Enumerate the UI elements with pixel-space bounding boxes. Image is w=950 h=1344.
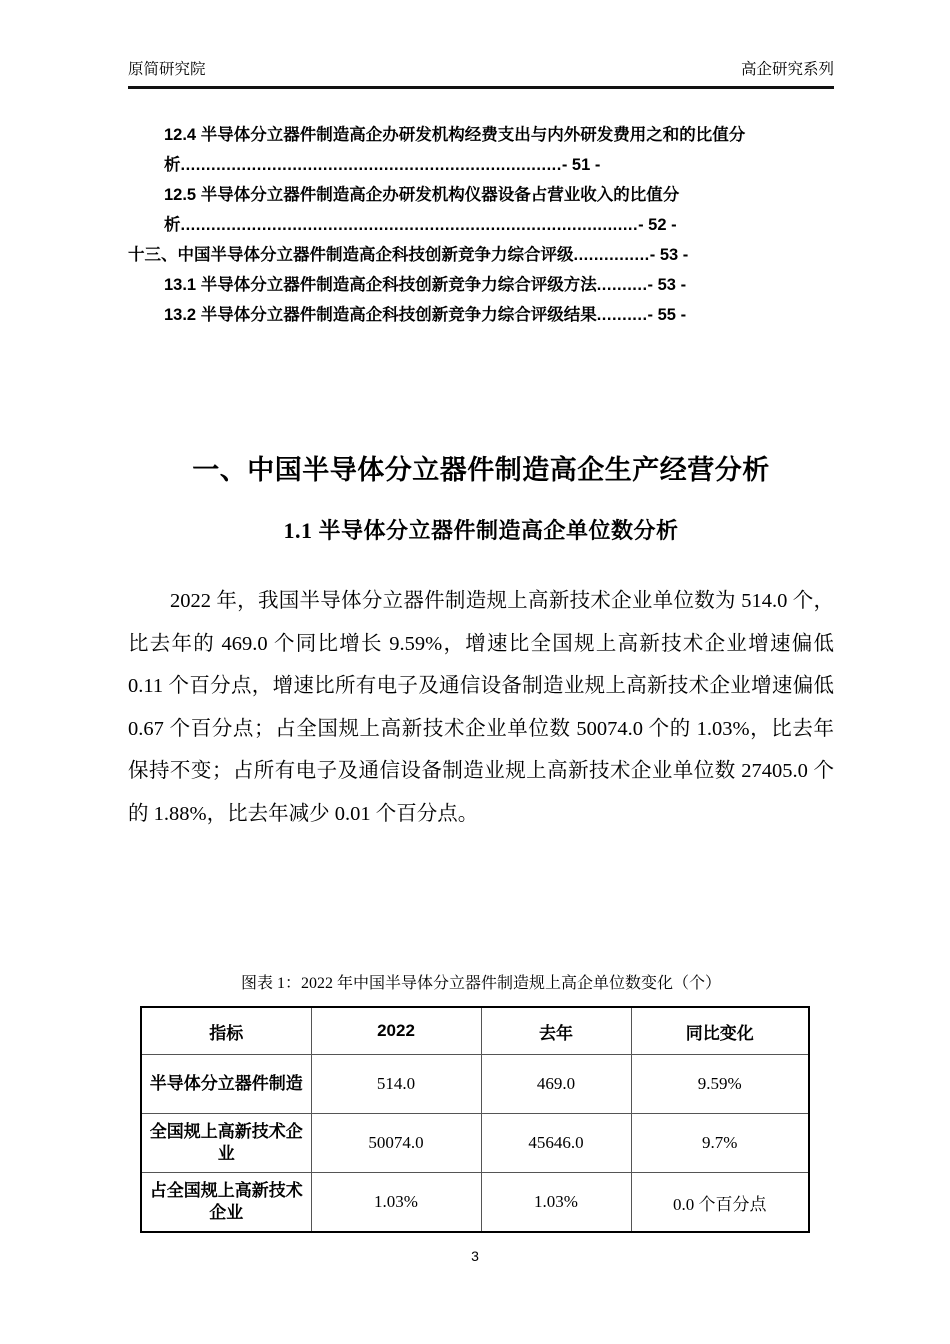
- toc-entry-text: 13.1 半导体分立器件制造高企科技创新竞争力综合评级方法: [164, 276, 597, 294]
- section-heading: 1.1 半导体分立器件制造高企单位数分析: [283, 518, 679, 543]
- toc-entry-text: 13.2 半导体分立器件制造高企科技创新竞争力综合评级结果: [164, 306, 597, 324]
- toc-leader-dots: ...............: [573, 246, 650, 264]
- toc-entry-text: 十三、中国半导体分立器件制造高企科技创新竞争力综合评级: [128, 246, 574, 264]
- table-header-row: [141, 1007, 809, 1055]
- toc-leader-dots: ..........: [596, 306, 648, 324]
- toc-entry-page: - 51 -: [561, 156, 601, 174]
- cell-current: 514.0: [311, 1055, 481, 1114]
- toc-leader-dots: ..........................................................................................: [180, 216, 639, 234]
- page-number: 3: [471, 1248, 479, 1264]
- cell-change: 0.0 个百分点: [631, 1173, 809, 1233]
- toc-entry-page: - 52 -: [638, 216, 677, 234]
- table-caption: 图表 1：2022 年中国半导体分立器件制造规上高企单位数变化（个）: [240, 975, 721, 992]
- cell-change: 9.7%: [631, 1114, 809, 1173]
- column-header-indicator: 指标: [141, 1007, 311, 1055]
- table-row: [141, 1173, 809, 1233]
- header-left-text: 原简研究院: [128, 61, 206, 78]
- toc-entry-page: - 55 -: [647, 306, 687, 324]
- toc-leader-dots: ..........: [596, 276, 648, 294]
- toc-entry-12-4[interactable]: [128, 120, 836, 180]
- cell-current: 50074.0: [311, 1114, 481, 1173]
- toc-entry-page: - 53 -: [647, 276, 687, 294]
- toc-entry-13[interactable]: [128, 240, 836, 270]
- toc-entry-text: 12.5 半导体分立器件制造高企办研发机构仪器设备占营业收入的比值分析: [164, 186, 680, 234]
- running-header: [128, 60, 834, 80]
- row-label: 占全国规上高新技术企业: [141, 1173, 311, 1233]
- toc-entry-text: 12.4 半导体分立器件制造高企办研发机构经费支出与内外研发费用之和的比值分析: [164, 126, 746, 174]
- table-of-contents: [128, 120, 836, 330]
- chapter-heading: 一、中国半导体分立器件制造高企生产经营分析: [192, 455, 770, 485]
- cell-current: 1.03%: [311, 1173, 481, 1233]
- toc-entry-12-5[interactable]: [128, 180, 836, 240]
- column-header-2022: 2022: [311, 1007, 481, 1055]
- cell-previous: 1.03%: [481, 1173, 631, 1233]
- header-right-text: 高企研究系列: [740, 61, 834, 78]
- column-header-yoy-change: 同比变化: [631, 1007, 809, 1055]
- toc-entry-13-1[interactable]: [128, 270, 836, 300]
- row-label: 半导体分立器件制造: [141, 1055, 311, 1114]
- table-row: [141, 1055, 809, 1114]
- row-label: 全国规上高新技术企业: [141, 1114, 311, 1173]
- toc-entry-page: - 53 -: [649, 246, 689, 264]
- table-row: [141, 1114, 809, 1173]
- toc-entry-13-2[interactable]: [128, 300, 836, 330]
- body-paragraph: 2022 年，我国半导体分立器件制造规上高新技术企业单位数为 514.0 个，比去年的 469.0 个同比增长 9.59%，增速比全国规上高新技术企业增速偏低 0.11 个百分点，增速比所有电子及通信设备制造业规上高新技术企业增速偏低 0.67 个百分点；占全国规上高新技术企业单位数 50074.0 个的 1.03%，比去年保持不变；占所有电子及通信设备制造业规上高新技术企业单位数 27405.0 个的 1.88%，比去年减少 0.01 个百分点。: [128, 590, 834, 825]
- cell-change: 9.59%: [631, 1055, 809, 1114]
- column-header-last-year: 去年: [481, 1007, 631, 1055]
- cell-previous: 469.0: [481, 1055, 631, 1114]
- unit-count-table: [140, 1006, 810, 1233]
- cell-previous: 45646.0: [481, 1114, 631, 1173]
- data-table-container: [140, 1006, 808, 1233]
- toc-leader-dots: ...........................................................................: [180, 156, 562, 174]
- header-rule: [128, 86, 834, 89]
